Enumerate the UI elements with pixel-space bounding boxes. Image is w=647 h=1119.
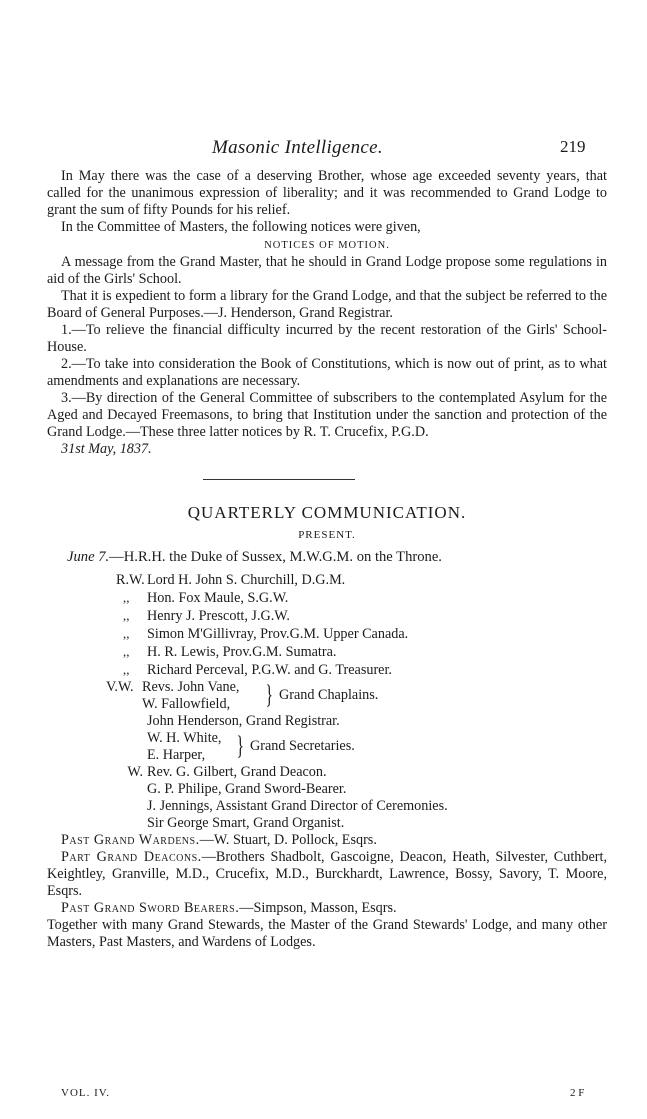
attendee: Revs. John Vane, — [142, 679, 240, 695]
list-item — [116, 747, 607, 764]
attendee: Richard Perceval, P.G.W. and G. Treasurer. — [147, 662, 392, 678]
signature-mark: 2 F — [570, 1087, 585, 1099]
attendee: E. Harper, — [147, 747, 206, 763]
running-title: Masonic Intelligence. — [212, 137, 383, 158]
page-footer — [0, 1087, 647, 1101]
closing-paragraph: Together with many Grand Stewards, the Master of the Grand Stewards' Lodge, and many other Masters, Past Masters, and Wardens of Lodges. — [47, 917, 607, 950]
meeting-date: June 7. — [67, 549, 110, 565]
names: —W. Stuart, D. Pollock, Esqrs. — [199, 832, 377, 848]
notices-heading: NOTICES OF MOTION. — [264, 240, 390, 251]
notice: 2.—To take into consideration the Book of Constitutions, which is now out of print, as to what amendments and explanations are necessary. — [47, 356, 607, 389]
paragraph: In May there was the case of a deserving Brother, whose age exceeded seventy years, that called for the unanimous expression of liberality; and it was recommended to Grand Lodge to grant the sum of fifty Pounds for his relief. — [47, 168, 607, 218]
date-signoff: 31st May, 1837. — [61, 441, 152, 457]
brace: } — [265, 680, 273, 709]
group-label: Grand Secretaries. — [250, 738, 355, 754]
past-sword-bearers — [47, 900, 607, 917]
secretaries-group — [116, 730, 607, 764]
past-wardens — [47, 832, 607, 849]
names: —Simpson, Masson, Esqrs. — [239, 900, 397, 916]
ditto-mark: ,, — [123, 608, 130, 623]
list-item — [116, 764, 607, 781]
volume-label: VOL. IV. — [61, 1087, 111, 1099]
attendee: W. H. White, — [147, 730, 222, 746]
list-item — [116, 572, 607, 589]
attendee: Simon M'Gillivray, Prov.G.M. Upper Canada. — [147, 626, 409, 642]
past-deacons — [47, 849, 607, 900]
attendee: Henry J. Prescott, J.G.W. — [147, 608, 290, 624]
attendee: J. Jennings, Assistant Grand Director of Ceremonies. — [147, 798, 448, 814]
throne-line — [47, 549, 607, 566]
list-item — [116, 815, 607, 832]
page-body — [47, 168, 607, 951]
attendee: Lord H. John S. Churchill, D.G.M. — [147, 572, 346, 588]
notice: That it is expedient to form a library for the Grand Lodge, and that the subject be referred to the Board of General Purposes.—J. Henderson, Grand Registrar. — [47, 288, 607, 321]
ditto-mark: ,, — [123, 644, 130, 659]
attendee: Sir George Smart, Grand Organist. — [147, 815, 345, 831]
label: Past Grand Sword Bearers. — [61, 900, 240, 916]
brace: } — [236, 731, 244, 760]
attendee: Rev. G. Gilbert, Grand Deacon. — [147, 764, 327, 780]
list-item — [116, 607, 607, 625]
list-item — [116, 589, 607, 607]
ditto-mark: ,, — [123, 626, 130, 641]
notice: 1.—To relieve the financial difficulty incurred by the recent restoration of the Girls' School-House. — [47, 322, 607, 355]
section-heading: QUARTERLY COMMUNICATION. — [187, 503, 467, 522]
list-item — [116, 643, 607, 661]
list-item — [116, 798, 607, 815]
list-item — [116, 713, 607, 730]
present-heading: PRESENT. — [298, 529, 356, 541]
label: Past Grand Wardens. — [61, 832, 200, 848]
list-item — [116, 625, 607, 643]
attendee: G. P. Philipe, Grand Sword-Bearer. — [147, 781, 347, 797]
names: —Brothers Shadbolt, Gascoigne, Deacon, Heath, Silvester, Cuthbert, Keightley, Granville, M.D., Crucefix, M.D., Burckhardt, Lawrence, Bossy, Savory, T. Moore, Esqrs. — [47, 849, 607, 899]
page-number: 219 — [560, 137, 586, 156]
section-divider — [203, 479, 355, 480]
group-label: Grand Chaplains. — [279, 687, 379, 703]
attendee: H. R. Lewis, Prov.G.M. Sumatra. — [147, 644, 337, 660]
label: Part Grand Deacons. — [61, 849, 202, 865]
rank-prefix: V.W. — [106, 679, 134, 695]
rank-prefix: R.W. — [116, 572, 145, 588]
ditto-mark: ,, — [123, 590, 130, 605]
paragraph: In the Committee of Masters, the following notices were given, — [61, 219, 421, 235]
throne-text: —H.R.H. the Duke of Sussex, M.W.G.M. on the Throne. — [109, 549, 442, 565]
notice: 3.—By direction of the General Committee of subscribers to the contemplated Asylum for the Aged and Decayed Freemasons, to bring that Institution under the sanction and protection of the Grand Lodge.—These three latter notices by R. T. Crucefix, P.G.D. — [47, 390, 607, 440]
chaplains-group — [106, 679, 607, 713]
rank-prefix: W. — [127, 764, 143, 780]
attendee: W. Fallowfield, — [142, 696, 231, 712]
list-item — [116, 661, 607, 679]
running-header — [0, 137, 647, 161]
ditto-mark: ,, — [123, 662, 130, 677]
attendee: John Henderson, Grand Registrar. — [147, 713, 340, 729]
attendee: Hon. Fox Maule, S.G.W. — [147, 590, 289, 606]
attendance-list — [106, 572, 607, 832]
list-item — [116, 730, 607, 747]
notice: A message from the Grand Master, that he should in Grand Lodge propose some regulations in aid of the Girls' School. — [47, 254, 607, 287]
list-item — [116, 781, 607, 798]
